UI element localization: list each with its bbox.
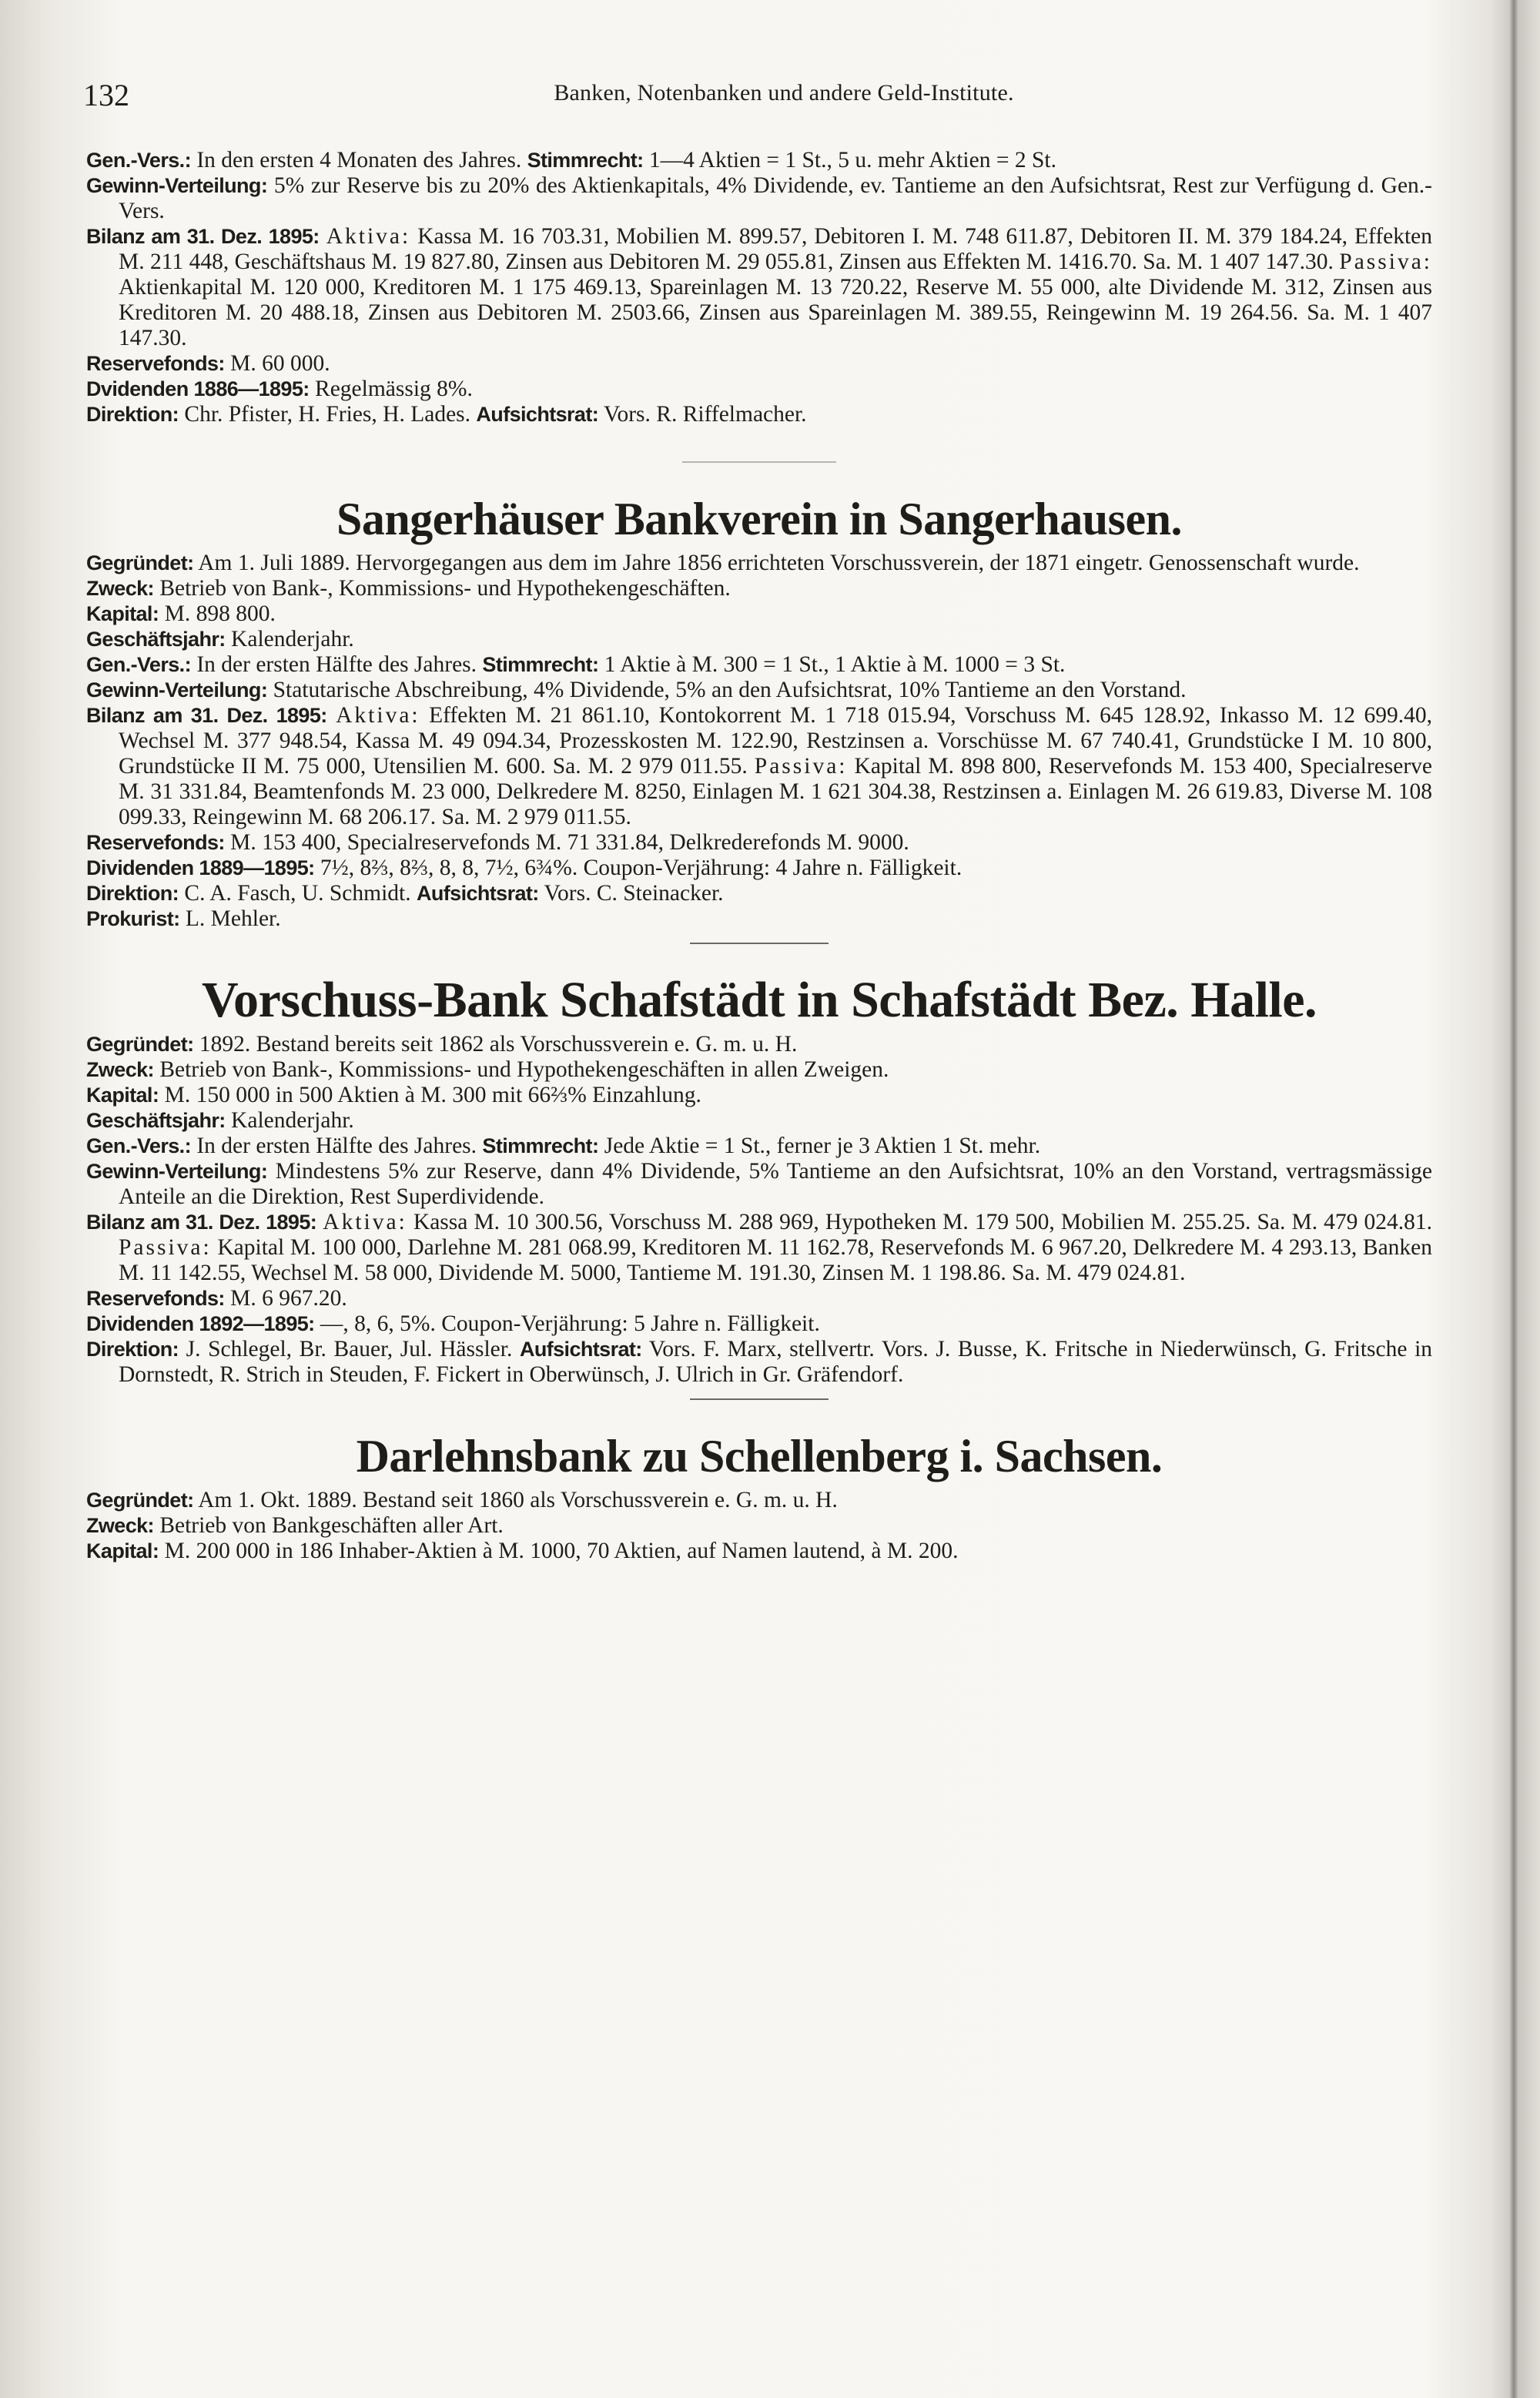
passiva-text: Kapital M. 100 000, Darlehne M. 281 068.99, Kreditoren M. 11 162.78, Reservefonds M. 6 967.20, Delkredere M. 4 293.13, Banken M. 11 142.55, Wechsel M. 58 000, Dividende M. 5000, Tantieme M. 191.30, Zinsen M. 1 198.86. Sa. M. 479 024.81.: [119, 1235, 1432, 1285]
entry-text: In den ersten 4 Monaten des Jahres.: [196, 148, 522, 172]
entry-label: Bilanz am 31. Dez. 1895:: [86, 704, 327, 727]
entry-label: Zweck:: [86, 1514, 154, 1537]
entry-text: J. Schlegel, Br. Bauer, Jul. Hässler.: [186, 1337, 513, 1361]
section-divider: [690, 1398, 829, 1400]
entry-gen-vers: [86, 652, 1432, 678]
bank-section: [86, 1431, 1432, 1564]
entry-label: Aufsichtsrat:: [476, 403, 599, 426]
entry-text: Mindestens 5% zur Reserve, dann 4% Dividende, 5% Tantieme an den Aufsichtsrat, 10% an den Vorstand, vertragsmässige Anteile an die Direktion, Rest Superdividende.: [119, 1159, 1433, 1209]
page-header: [83, 77, 1431, 123]
entry-zweck: [86, 1513, 1432, 1539]
entry-text: Vors. F. Marx, stellvertr. Vors. J. Busse, K. Fritsche in Niederwünsch, G. Fritsche in Dornstedt, R. Strich in Steuden, F. Fickert in Oberwünsch, J. Ulrich in Gr. Gräfendorf.: [119, 1337, 1433, 1387]
entry-text: Betrieb von Bank-, Kommissions- und Hypothekengeschäften.: [159, 576, 731, 601]
entry-text: 1—4 Aktien = 1 St., 5 u. mehr Aktien = 2 St.: [648, 148, 1056, 172]
entry-label: Dividenden 1889—1895:: [86, 856, 315, 879]
entry-text: L. Mehler.: [185, 906, 281, 931]
entry-reservefonds: [86, 830, 1432, 856]
entry-dividenden-1892-1895: [86, 1311, 1432, 1337]
entry-label: Kapital:: [86, 1539, 159, 1562]
entry-text: 5% zur Reserve bis zu 20% des Aktienkapitals, 4% Dividende, ev. Tantieme an den Aufsichtsrat, Rest zur Verfügung d. Gen.-Vers.: [119, 173, 1433, 223]
bank-section: [86, 494, 1432, 944]
entry-text: Regelmässig 8%.: [315, 377, 473, 401]
entry-label: Bilanz am 31. Dez. 1895:: [86, 225, 320, 248]
entry-label: Kapital:: [86, 602, 159, 625]
entry-bilanz-am-31-dez-1895: [86, 224, 1432, 351]
entry-dvidenden-1886-1895: [86, 377, 1432, 402]
entry-text: M. 200 000 in 186 Inhaber-Aktien à M. 1000, 70 Aktien, auf Namen lautend, à M. 200.: [164, 1539, 959, 1563]
section-divider: [682, 461, 836, 463]
bank-section: [86, 972, 1433, 1400]
entry-label: Gen.-Vers.:: [86, 1134, 191, 1157]
entry-label: Gewinn-Verteilung:: [86, 1160, 268, 1183]
entry-direktion: [86, 1337, 1432, 1388]
entry-text: M. 153 400, Specialreservefonds M. 71 331.84, Delkrederefonds M. 9000.: [230, 830, 909, 855]
entry-label: Geschäftsjahr:: [86, 628, 226, 651]
entry-text: C. A. Fasch, U. Schmidt.: [184, 881, 411, 906]
entry-geschaftsjahr: [86, 1108, 1432, 1134]
section-title: Sangerhäuser Bankverein in Sangerhausen.: [336, 494, 1182, 544]
entry-text: Am 1. Okt. 1889. Bestand seit 1860 als Vorschussverein e. G. m. u. H.: [198, 1488, 838, 1512]
entry-zweck: [86, 1057, 1432, 1083]
entry-label: Reservefonds:: [86, 352, 225, 375]
entry-label: Gen.-Vers.:: [86, 149, 191, 172]
entry-text: M. 60 000.: [230, 351, 330, 376]
entry-label: Aufsichtsrat:: [416, 882, 539, 905]
passiva-text: Kapital M. 898 800, Reservefonds M. 153 400, Specialreserve M. 31 331.84, Beamtenfonds M. 23 000, Delkredere M. 8250, Einlagen M. 1 621 304.38, Restzinsen a. Einlagen M. 26 619.83, Diverse M. 108 099.33, Reingewinn M. 68 206.17. Sa. M. 2 979 011.55.: [119, 754, 1433, 829]
entry-text: M. 6 967.20.: [230, 1286, 347, 1311]
entry-label: Kapital:: [86, 1083, 159, 1107]
entry-label: Gegründet:: [86, 1489, 194, 1512]
section-divider: [690, 943, 829, 944]
aktiva-label: Aktiva:: [323, 1210, 407, 1234]
entry-direktion: [86, 402, 1432, 427]
entry-text: Chr. Pfister, H. Fries, H. Lades.: [184, 402, 471, 427]
entry-gen-vers: [86, 148, 1432, 173]
page-content: [86, 148, 1432, 1564]
entry-gen-vers: [86, 1134, 1432, 1159]
entry-gegrundet: [86, 1032, 1432, 1057]
entry-text: 1892. Bestand bereits seit 1862 als Vorschussverein e. G. m. u. H.: [199, 1032, 798, 1057]
entry-label: Direktion:: [86, 1338, 179, 1361]
entry-label: Direktion:: [86, 403, 179, 426]
entry-text: 7½, 8⅔, 8⅔, 8, 8, 7½, 6¾%. Coupon-Verjährung: 4 Jahre n. Fälligkeit.: [320, 856, 962, 880]
entry-label: Stimmrecht:: [527, 149, 644, 172]
entry-text: Kalenderjahr.: [231, 627, 354, 651]
entry-dividenden-1889-1895: [86, 856, 1432, 881]
entry-label: Dvidenden 1886—1895:: [86, 377, 310, 400]
entry-reservefonds: [86, 1286, 1432, 1311]
entry-label: Gen.-Vers.:: [86, 653, 191, 676]
entry-label: Zweck:: [86, 577, 154, 600]
entry-label: Stimmrecht:: [482, 1134, 599, 1157]
entry-text: Kalenderjahr.: [231, 1108, 354, 1133]
passiva-label: Passiva:: [754, 754, 848, 779]
aktiva-text: Effekten M. 21 861.10, Kontokorrent M. 1 718 015.94, Vorschuss M. 645 128.92, Inkasso M. 12 699.40, Wechsel M. 377 948.54, Kassa M. 49 094.34, Prozesskosten M. 122.90, Restzinsen a. Vorschüsse M. 67 740.41, Grundstücke I M. 10 800, Grundstücke II M. 75 000, Utensilien M. 600. Sa. M. 2 979 011.55.: [119, 703, 1433, 779]
entry-label: Stimmrecht:: [482, 653, 599, 676]
entry-direktion: [86, 881, 1432, 906]
entry-text: In der ersten Hälfte des Jahres.: [196, 1134, 477, 1158]
aktiva-label: Aktiva:: [336, 703, 420, 728]
entry-kapital: [86, 1539, 1432, 1564]
entry-label: Dividenden 1892—1895:: [86, 1312, 315, 1335]
entry-label: Reservefonds:: [86, 831, 225, 854]
bank-sections: [86, 494, 1432, 1564]
entry-kapital: [86, 601, 1432, 627]
entry-geschaftsjahr: [86, 627, 1432, 652]
continuation-entry: [86, 148, 1432, 427]
running-head: Banken, Notenbanken und andere Geld-Institute.: [554, 80, 1014, 105]
entry-text: Statutarische Abschreibung, 4% Dividende, 5% an den Aufsichtsrat, 10% Tantieme an den Vorstand.: [273, 678, 1187, 702]
page-number: 132: [83, 78, 129, 112]
entry-label: Bilanz am 31. Dez. 1895:: [86, 1211, 317, 1234]
entry-gegrundet: [86, 551, 1432, 576]
entry-label: Gegründet:: [86, 551, 194, 574]
entry-text: Vors. R. Riffelmacher.: [603, 402, 807, 427]
entry-bilanz-am-31-dez-1895: [86, 703, 1432, 830]
entry-label: Gewinn-Verteilung:: [86, 678, 268, 702]
entry-text: M. 898 800.: [164, 601, 276, 626]
section-title: Darlehnsbank zu Schellenberg i. Sachsen.: [356, 1431, 1163, 1482]
entry-text: Jede Aktie = 1 St., ferner je 3 Aktien 1 St. mehr.: [604, 1134, 1041, 1158]
entry-gewinn-verteilung: [86, 1159, 1432, 1210]
passiva-label: Passiva:: [119, 1235, 212, 1260]
passiva-label: Passiva:: [1339, 250, 1432, 274]
passiva-text: Aktienkapital M. 120 000, Kreditoren M. 1 175 469.13, Spareinlagen M. 13 720.22, Reserve M. 55 000, alte Dividende M. 312, Zinsen aus Kreditoren M. 20 488.18, Zinsen aus Debitoren M. 2503.66, Zinsen aus Spareinlagen M. 389.55, Reingewinn M. 19 264.56. Sa. M. 1 407 147.30.: [119, 275, 1432, 350]
entry-label: Geschäftsjahr:: [86, 1109, 226, 1132]
entry-label: Direktion:: [86, 882, 179, 905]
entry-label: Reservefonds:: [86, 1287, 225, 1310]
entry-text: Betrieb von Bankgeschäften aller Art.: [159, 1513, 504, 1538]
entry-text: —, 8, 6, 5%. Coupon-Verjährung: 5 Jahre n. Fälligkeit.: [320, 1311, 820, 1336]
entry-bilanz-am-31-dez-1895: [86, 1210, 1432, 1286]
entry-gegrundet: [86, 1488, 1432, 1513]
section-title: Vorschuss-Bank Schafstädt in Schafstädt Bez. Halle.: [201, 972, 1317, 1028]
entry-text: Am 1. Juli 1889. Hervorgegangen aus dem im Jahre 1856 errichteten Vorschussverein, der 1871 eingetr. Genossenschaft wurde.: [198, 551, 1360, 575]
entry-text: M. 150 000 in 500 Aktien à M. 300 mit 66⅔% Einzahlung.: [164, 1083, 701, 1107]
entry-label: Gewinn-Verteilung:: [86, 174, 268, 197]
aktiva-label: Aktiva:: [326, 224, 411, 249]
entry-text: Vors. C. Steinacker.: [544, 881, 724, 906]
entry-label: Prokurist:: [86, 907, 180, 930]
entry-zweck: [86, 576, 1432, 601]
entry-label: Zweck:: [86, 1058, 154, 1081]
entry-kapital: [86, 1083, 1432, 1108]
entry-gewinn-verteilung: [86, 173, 1432, 224]
entry-text: 1 Aktie à M. 300 = 1 St., 1 Aktie à M. 1000 = 3 St.: [604, 652, 1066, 677]
entry-reservefonds: [86, 351, 1432, 377]
entry-text: Betrieb von Bank-, Kommissions- und Hypothekengeschäften in allen Zweigen.: [159, 1057, 889, 1082]
aktiva-text: Kassa M. 16 703.31, Mobilien M. 899.57, Debitoren I. M. 748 611.87, Debitoren II. M. 379 184.24, Effekten M. 211 448, Geschäftshaus M. 19 827.80, Zinsen aus Debitoren M. 29 055.81, Zinsen aus Effekten M. 1416.70. Sa. M. 1 407 147.30.: [119, 224, 1433, 274]
entry-gewinn-verteilung: [86, 678, 1432, 703]
aktiva-text: Kassa M. 10 300.56, Vorschuss M. 288 969, Hypotheken M. 179 500, Mobilien M. 255.25. Sa. M. 479 024.81.: [413, 1210, 1433, 1234]
entry-text: In der ersten Hälfte des Jahres.: [196, 652, 477, 677]
entry-prokurist: [86, 906, 1432, 932]
entry-label: Gegründet:: [86, 1033, 194, 1056]
entry-label: Aufsichtsrat:: [519, 1338, 642, 1361]
